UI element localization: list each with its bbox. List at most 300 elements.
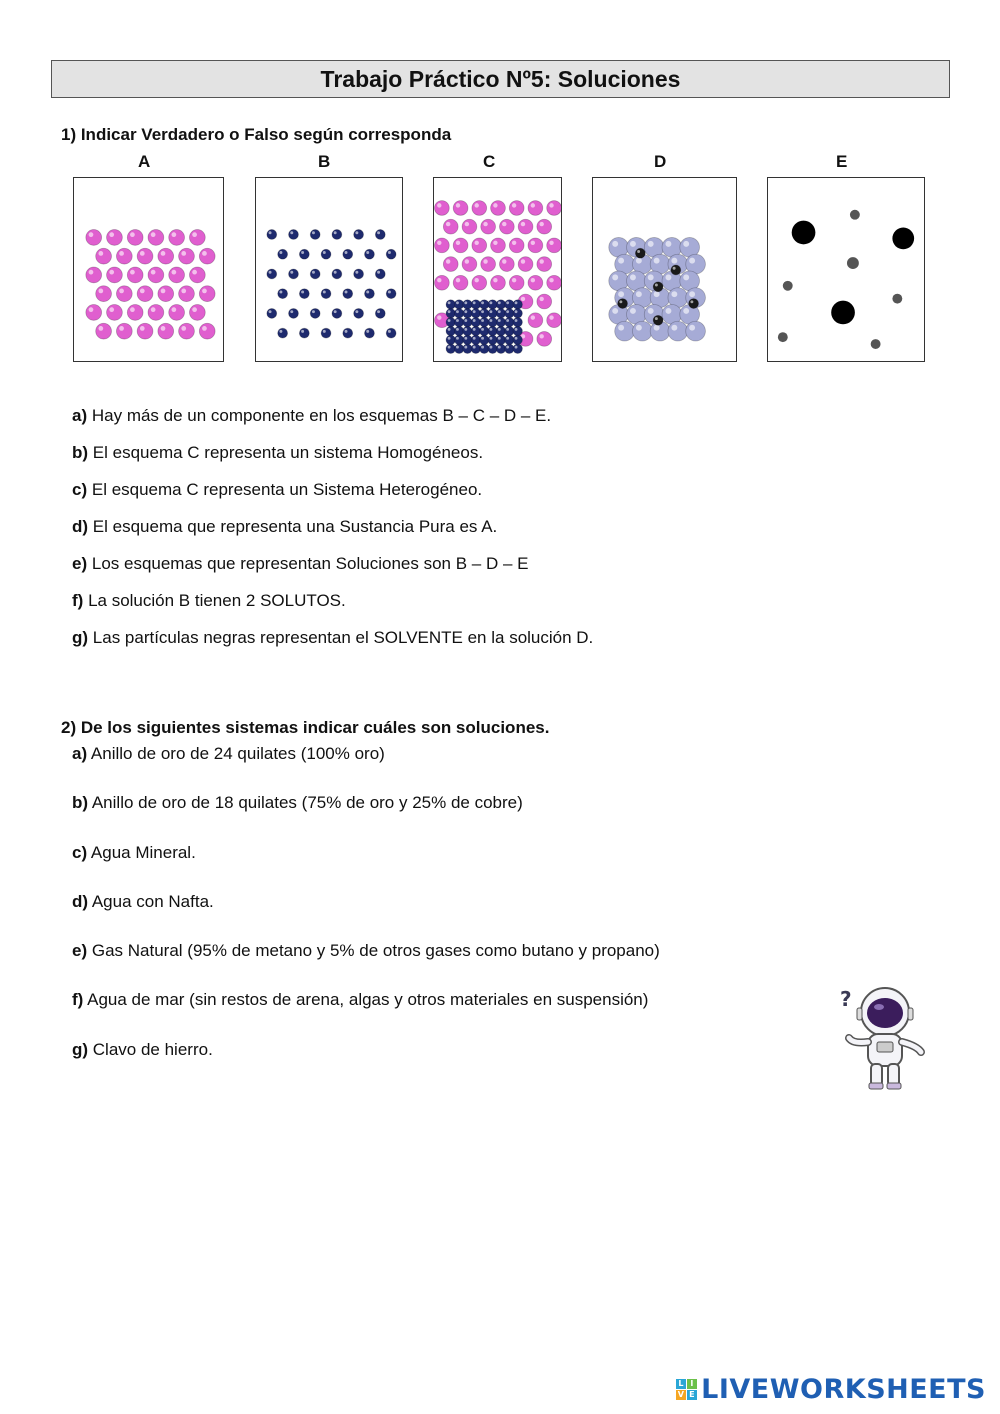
navy-particle <box>365 249 375 259</box>
particle-highlight <box>279 290 282 293</box>
particle-highlight <box>481 319 484 322</box>
navy-particle <box>310 269 320 279</box>
particle-highlight <box>612 308 618 314</box>
pink-particle <box>116 323 132 339</box>
pink-particle <box>462 257 477 272</box>
particle-highlight <box>481 337 484 340</box>
particle-highlight <box>531 203 535 207</box>
pink-particle <box>537 257 552 272</box>
particle-highlight <box>515 337 518 340</box>
particle-highlight <box>630 308 636 314</box>
s1-item-a: a) Hay más de un componente en los esquemas B – C – D – E. <box>72 406 552 425</box>
particle-highlight <box>437 278 441 282</box>
particle-highlight <box>612 274 618 280</box>
pink-particle <box>189 305 205 321</box>
pink-particle <box>537 219 552 234</box>
diagram-label-b: B <box>318 152 331 171</box>
particle-highlight <box>161 251 166 256</box>
navy-particle <box>365 289 375 299</box>
particle-highlight <box>456 310 459 313</box>
pink-particle <box>509 201 524 216</box>
particle-highlight <box>654 325 660 331</box>
particle-highlight <box>549 241 553 245</box>
pink-particle <box>107 267 123 283</box>
particle-highlight <box>506 337 509 340</box>
particle-highlight <box>334 310 337 313</box>
particle-highlight <box>474 278 478 282</box>
pink-particle <box>443 219 458 234</box>
black-particle <box>689 299 699 309</box>
pink-particle <box>472 201 487 216</box>
particle-highlight <box>619 300 622 303</box>
diagram-a-particles <box>74 178 223 361</box>
particle-highlight <box>689 325 695 331</box>
particle-highlight <box>448 310 451 313</box>
particle-highlight <box>456 337 459 340</box>
particle-highlight <box>161 289 166 294</box>
particle-highlight <box>683 241 689 247</box>
particle-highlight <box>506 328 509 331</box>
particle-highlight <box>498 310 501 313</box>
pink-particle <box>96 286 112 302</box>
pink-particle <box>158 323 174 339</box>
pink-particle <box>127 230 143 246</box>
particle-highlight <box>612 241 618 247</box>
particle-highlight <box>481 346 484 349</box>
pink-particle <box>518 219 533 234</box>
navy-particle <box>386 289 396 299</box>
pink-particle <box>547 238 561 253</box>
particle-highlight <box>301 251 304 254</box>
particle-highlight <box>345 290 348 293</box>
section2-heading: 2) De los siguientes sistemas indicar cuáles son soluciones. <box>61 718 550 737</box>
particle-highlight <box>683 274 689 280</box>
s2-item-d: d) Agua con Nafta. <box>72 892 214 911</box>
particle-highlight <box>512 241 516 245</box>
black-particle <box>653 315 663 325</box>
navy-particle <box>513 309 522 318</box>
particle-highlight <box>665 308 671 314</box>
navy-particle <box>289 230 299 240</box>
particle-highlight <box>140 289 145 294</box>
particle-highlight <box>89 307 94 312</box>
navy-particle <box>365 328 375 338</box>
pink-particle <box>537 332 552 347</box>
particle-large <box>892 228 914 250</box>
pink-particle <box>537 294 552 309</box>
particle-small <box>778 332 788 342</box>
pink-particle <box>179 286 195 302</box>
particle-large <box>831 301 855 325</box>
particle-highlight <box>618 325 624 331</box>
pink-particle <box>443 257 458 272</box>
pink-particle <box>547 201 561 216</box>
particle-highlight <box>539 334 543 338</box>
particle-highlight <box>464 301 467 304</box>
particle-highlight <box>549 315 553 319</box>
pink-particle <box>169 267 185 283</box>
navy-particle <box>513 344 522 353</box>
particle-highlight <box>539 259 543 263</box>
particle-highlight <box>366 330 369 333</box>
pink-particle <box>158 286 174 302</box>
particle-highlight <box>181 289 186 294</box>
particle-highlight <box>355 310 358 313</box>
s1-item-d: d) El esquema que representa una Sustancia Pura es A. <box>72 517 498 536</box>
particle-highlight <box>181 326 186 331</box>
particle-highlight <box>498 328 501 331</box>
particle-highlight <box>437 241 441 245</box>
particle-highlight <box>549 278 553 282</box>
pink-particle <box>169 305 185 321</box>
particle-highlight <box>279 251 282 254</box>
particle-highlight <box>498 346 501 349</box>
particle-highlight <box>654 291 660 297</box>
particle-highlight <box>490 319 493 322</box>
particle-highlight <box>279 330 282 333</box>
particle-highlight <box>655 284 658 287</box>
navy-particle <box>321 249 331 259</box>
particle-highlight <box>171 307 176 312</box>
particle-highlight <box>437 315 441 319</box>
particle-highlight <box>464 328 467 331</box>
pink-particle <box>148 267 164 283</box>
particle-highlight <box>665 274 671 280</box>
particle-highlight <box>531 315 535 319</box>
particle-highlight <box>481 301 484 304</box>
pink-particle <box>434 201 449 216</box>
particle-highlight <box>202 326 207 331</box>
pink-particle <box>107 230 123 246</box>
particle-highlight <box>269 231 272 234</box>
pink-particle <box>179 248 195 264</box>
particle-highlight <box>437 203 441 207</box>
particle-highlight <box>130 270 135 275</box>
particle-highlight <box>515 346 518 349</box>
pink-particle <box>491 238 506 253</box>
s1-item-b: b) El esquema C representa un sistema Homogéneos. <box>72 443 484 462</box>
particle-highlight <box>473 337 476 340</box>
particle-highlight <box>515 310 518 313</box>
pink-particle <box>107 305 123 321</box>
particle-highlight <box>531 241 535 245</box>
black-particle <box>635 248 645 258</box>
diagram-c <box>433 177 562 362</box>
particle-highlight <box>490 328 493 331</box>
navy-particle <box>267 230 277 240</box>
pink-particle <box>96 248 112 264</box>
navy-particle <box>343 249 353 259</box>
lavender-particle <box>686 321 706 341</box>
particle-highlight <box>474 241 478 245</box>
navy-particle <box>513 300 522 309</box>
particle-highlight <box>618 291 624 297</box>
pink-particle <box>148 230 164 246</box>
navy-particle <box>375 230 385 240</box>
particle-highlight <box>161 326 166 331</box>
particle-highlight <box>493 241 497 245</box>
diagram-label-a: A <box>138 152 151 171</box>
particle-highlight <box>515 319 518 322</box>
particle-highlight <box>465 259 469 263</box>
particle-highlight <box>323 251 326 254</box>
particle-highlight <box>689 258 695 264</box>
lavender-particle <box>632 321 652 341</box>
pink-particle <box>434 275 449 290</box>
particle-highlight <box>473 328 476 331</box>
particle-highlight <box>269 310 272 313</box>
black-particle <box>671 265 681 275</box>
liveworksheets-brand[interactable] <box>676 1374 986 1405</box>
question-mark: ? <box>840 987 852 1011</box>
particle-highlight <box>498 319 501 322</box>
particle-highlight <box>89 232 94 237</box>
particle-highlight <box>637 250 640 253</box>
pink-particle <box>499 257 514 272</box>
particle-highlight <box>345 251 348 254</box>
particle-highlight <box>493 278 497 282</box>
particle-highlight <box>130 232 135 237</box>
particle-highlight <box>171 232 176 237</box>
pink-particle <box>96 323 112 339</box>
s1-item-g: g) Las partículas negras representan el SOLVENTE en la solución D. <box>72 628 594 647</box>
pink-particle <box>518 257 533 272</box>
particle-highlight <box>521 259 525 263</box>
navy-particle <box>386 249 396 259</box>
particle-highlight <box>109 270 114 275</box>
particle-highlight <box>355 271 358 274</box>
particle-highlight <box>171 270 176 275</box>
particle-highlight <box>323 330 326 333</box>
particle-highlight <box>481 310 484 313</box>
pink-particle <box>462 219 477 234</box>
diagram-e-particles <box>768 178 924 361</box>
diagram-b <box>255 177 403 362</box>
particle-highlight <box>109 307 114 312</box>
particle-highlight <box>689 291 695 297</box>
particle-highlight <box>456 328 459 331</box>
particle-highlight <box>630 241 636 247</box>
pink-particle <box>199 286 215 302</box>
pink-particle <box>86 267 102 283</box>
particle-highlight <box>130 307 135 312</box>
pink-particle <box>528 238 543 253</box>
particle-highlight <box>683 308 689 314</box>
pink-particle <box>116 248 132 264</box>
pink-particle <box>453 201 468 216</box>
particle-small <box>783 281 793 291</box>
pink-particle <box>528 275 543 290</box>
particle-highlight <box>388 251 391 254</box>
particle-highlight <box>377 271 380 274</box>
pink-particle <box>481 257 496 272</box>
diagram-b-particles <box>256 178 402 361</box>
particle-highlight <box>515 301 518 304</box>
black-particle <box>618 299 628 309</box>
particle-highlight <box>481 328 484 331</box>
particle-highlight <box>506 310 509 313</box>
particle-highlight <box>456 203 460 207</box>
particle-highlight <box>464 319 467 322</box>
particle-highlight <box>665 241 671 247</box>
particle-highlight <box>192 232 197 237</box>
particle-highlight <box>290 231 293 234</box>
pink-particle <box>189 267 205 283</box>
particle-highlight <box>355 231 358 234</box>
particle-highlight <box>618 258 624 264</box>
particle-highlight <box>473 301 476 304</box>
particle-highlight <box>98 326 103 331</box>
navy-particle <box>310 230 320 240</box>
navy-particle <box>267 308 277 318</box>
s1-item-e: e) Los esquemas que representan Soluciones son B – D – E <box>72 554 529 573</box>
navy-particle <box>375 308 385 318</box>
pink-particle <box>137 323 153 339</box>
particle-highlight <box>690 300 693 303</box>
black-particle <box>653 282 663 292</box>
particle-highlight <box>483 222 487 226</box>
pink-particle <box>148 305 164 321</box>
pink-particle <box>86 305 102 321</box>
navy-particle <box>289 269 299 279</box>
particle-highlight <box>98 289 103 294</box>
particle-highlight <box>490 337 493 340</box>
brand-text: LIVEWORKSHEETS <box>701 1374 986 1405</box>
diagram-e <box>767 177 925 362</box>
particle-highlight <box>446 259 450 263</box>
particle-highlight <box>290 271 293 274</box>
navy-particle <box>278 328 288 338</box>
particle-large <box>792 221 816 245</box>
pink-particle <box>137 286 153 302</box>
navy-particle <box>299 289 309 299</box>
particle-highlight <box>119 326 124 331</box>
s2-item-b: b) Anillo de oro de 18 quilates (75% de oro y 25% de cobre) <box>72 793 523 812</box>
particle-highlight <box>140 251 145 256</box>
pink-particle <box>481 219 496 234</box>
particle-highlight <box>464 337 467 340</box>
navy-particle <box>267 269 277 279</box>
navy-particle <box>513 317 522 326</box>
s2-item-a: a) Anillo de oro de 24 quilates (100% oro) <box>72 744 385 763</box>
navy-particle <box>375 269 385 279</box>
navy-particle <box>299 249 309 259</box>
particle-highlight <box>448 337 451 340</box>
navy-particle <box>332 269 342 279</box>
particle-small <box>892 294 902 304</box>
particle-highlight <box>119 289 124 294</box>
particle-highlight <box>490 346 493 349</box>
pink-particle <box>127 305 143 321</box>
particle-highlight <box>456 346 459 349</box>
particle-highlight <box>671 291 677 297</box>
particle-highlight <box>98 251 103 256</box>
navy-particle <box>513 326 522 335</box>
diagram-d-particles <box>593 178 736 361</box>
particle-small <box>850 210 860 220</box>
particle-highlight <box>498 301 501 304</box>
particle-highlight <box>334 271 337 274</box>
particle-highlight <box>636 325 642 331</box>
particle-highlight <box>464 346 467 349</box>
pink-particle <box>472 238 487 253</box>
particle-highlight <box>512 278 516 282</box>
particle-highlight <box>539 222 543 226</box>
particle-highlight <box>269 271 272 274</box>
liveworksheets-logo-icon: L I V E <box>676 1379 697 1400</box>
particle-highlight <box>151 232 156 237</box>
lavender-particle <box>615 321 635 341</box>
pink-particle <box>499 219 514 234</box>
particle-highlight <box>388 290 391 293</box>
particle-highlight <box>109 232 114 237</box>
particle-highlight <box>671 325 677 331</box>
particle-highlight <box>456 301 459 304</box>
section1-heading: 1) Indicar Verdadero o Falso según corresponda <box>61 125 452 144</box>
diagram-c-particles <box>434 178 561 361</box>
particle-highlight <box>192 307 197 312</box>
particle-highlight <box>493 203 497 207</box>
pink-particle <box>434 238 449 253</box>
s1-item-c: c) El esquema C representa un Sistema Heterogéneo. <box>72 480 483 499</box>
particle-highlight <box>456 319 459 322</box>
pink-particle <box>179 323 195 339</box>
particle-highlight <box>531 278 535 282</box>
particle-highlight <box>119 251 124 256</box>
particle-highlight <box>202 251 207 256</box>
particle-highlight <box>377 231 380 234</box>
navy-particle <box>278 289 288 299</box>
particle-highlight <box>483 259 487 263</box>
s2-item-f: f) Agua de mar (sin restos de arena, algas y otros materiales en suspensión) <box>72 990 649 1009</box>
navy-particle <box>321 289 331 299</box>
pink-particle <box>199 248 215 264</box>
pink-particle <box>509 238 524 253</box>
particle-highlight <box>301 290 304 293</box>
particle-highlight <box>448 301 451 304</box>
pink-particle <box>528 201 543 216</box>
particle-highlight <box>323 290 326 293</box>
particle-highlight <box>671 258 677 264</box>
pink-particle <box>528 313 543 328</box>
particle-highlight <box>366 251 369 254</box>
navy-particle <box>332 308 342 318</box>
particle-highlight <box>630 274 636 280</box>
pink-particle <box>169 230 185 246</box>
s1-item-f: f) La solución B tienen 2 SOLUTOS. <box>72 591 346 610</box>
particle-highlight <box>521 222 525 226</box>
particle-highlight <box>448 346 451 349</box>
particle-small <box>847 257 859 269</box>
particle-highlight <box>140 326 145 331</box>
pink-particle <box>491 201 506 216</box>
pink-particle <box>509 275 524 290</box>
diagram-label-e: E <box>836 152 848 171</box>
navy-particle <box>343 289 353 299</box>
navy-particle <box>321 328 331 338</box>
particle-highlight <box>655 317 658 320</box>
particle-highlight <box>192 270 197 275</box>
navy-particle <box>513 335 522 344</box>
particle-highlight <box>515 328 518 331</box>
particle-highlight <box>648 241 654 247</box>
particle-highlight <box>490 310 493 313</box>
lavender-particle <box>668 321 688 341</box>
astronaut-illustration <box>835 982 930 1094</box>
particle-highlight <box>506 346 509 349</box>
diagram-d <box>592 177 737 362</box>
particle-highlight <box>673 267 676 270</box>
